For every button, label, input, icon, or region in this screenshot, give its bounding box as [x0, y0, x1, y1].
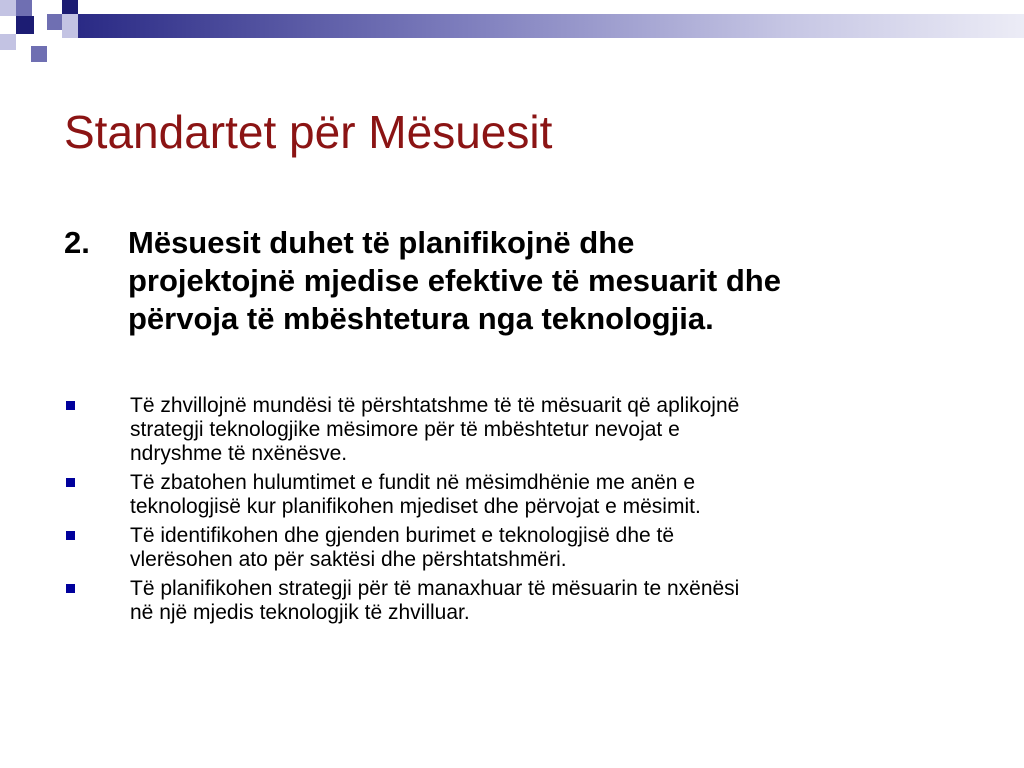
bullet-line: Të zhvillojnë mundësi të përshtatshme të të mësuarit që aplikojnë	[130, 394, 740, 417]
decor-square	[16, 0, 32, 16]
square-bullet-icon	[66, 531, 75, 540]
heading-line: projektojnë mjedise efektive të mesuarit dhe	[128, 263, 781, 298]
bullet-item	[64, 524, 984, 572]
bullet-text	[130, 471, 984, 519]
bullet-line: strategji teknologjike mësimore për të mbështetur nevojat e	[130, 418, 680, 441]
decor-square	[47, 14, 63, 30]
bullet-item	[64, 471, 984, 519]
header-gradient-bar	[78, 14, 1024, 38]
bullet-text	[130, 394, 984, 466]
heading-line: përvoja të mbështetura nga teknologjia.	[128, 301, 714, 336]
decor-square	[31, 46, 47, 62]
bullet-line: ndryshme të nxënësve.	[130, 442, 348, 465]
decor-square	[62, 0, 78, 14]
bullet-text	[130, 577, 984, 625]
decor-square	[0, 34, 16, 50]
bullet-item	[64, 577, 984, 625]
bullet-text	[130, 524, 984, 572]
slide-title: Standartet për Mësuesit	[64, 106, 553, 158]
decor-square	[62, 14, 78, 38]
bullet-line: teknologjisë kur planifikohen mjediset dhe përvojat e mësimit.	[130, 495, 701, 518]
bullet-item	[64, 394, 984, 466]
heading-text: Mësuesit duhet të planifikojnë dhe	[128, 225, 635, 260]
bullet-list	[64, 394, 984, 630]
decor-square	[16, 16, 34, 34]
square-bullet-icon	[66, 401, 75, 410]
bullet-line: Të zbatohen hulumtimet e fundit në mësimdhënie me anën e	[130, 471, 696, 494]
square-bullet-icon	[66, 584, 75, 593]
bullet-line: Të planifikohen strategji për të manaxhuar të mësuarin te nxënësi	[130, 577, 740, 600]
decor-square	[0, 0, 16, 16]
bullet-line: në një mjedis teknologjik të zhvilluar.	[130, 601, 470, 624]
heading-number: 2.	[64, 225, 90, 260]
section-heading	[64, 224, 994, 338]
square-bullet-icon	[66, 478, 75, 487]
bullet-line: vlerësohen ato për saktësi dhe përshtatshmëri.	[130, 548, 567, 571]
heading-line	[64, 224, 994, 262]
bullet-line: Të identifikohen dhe gjenden burimet e teknologjisë dhe të	[130, 524, 675, 547]
